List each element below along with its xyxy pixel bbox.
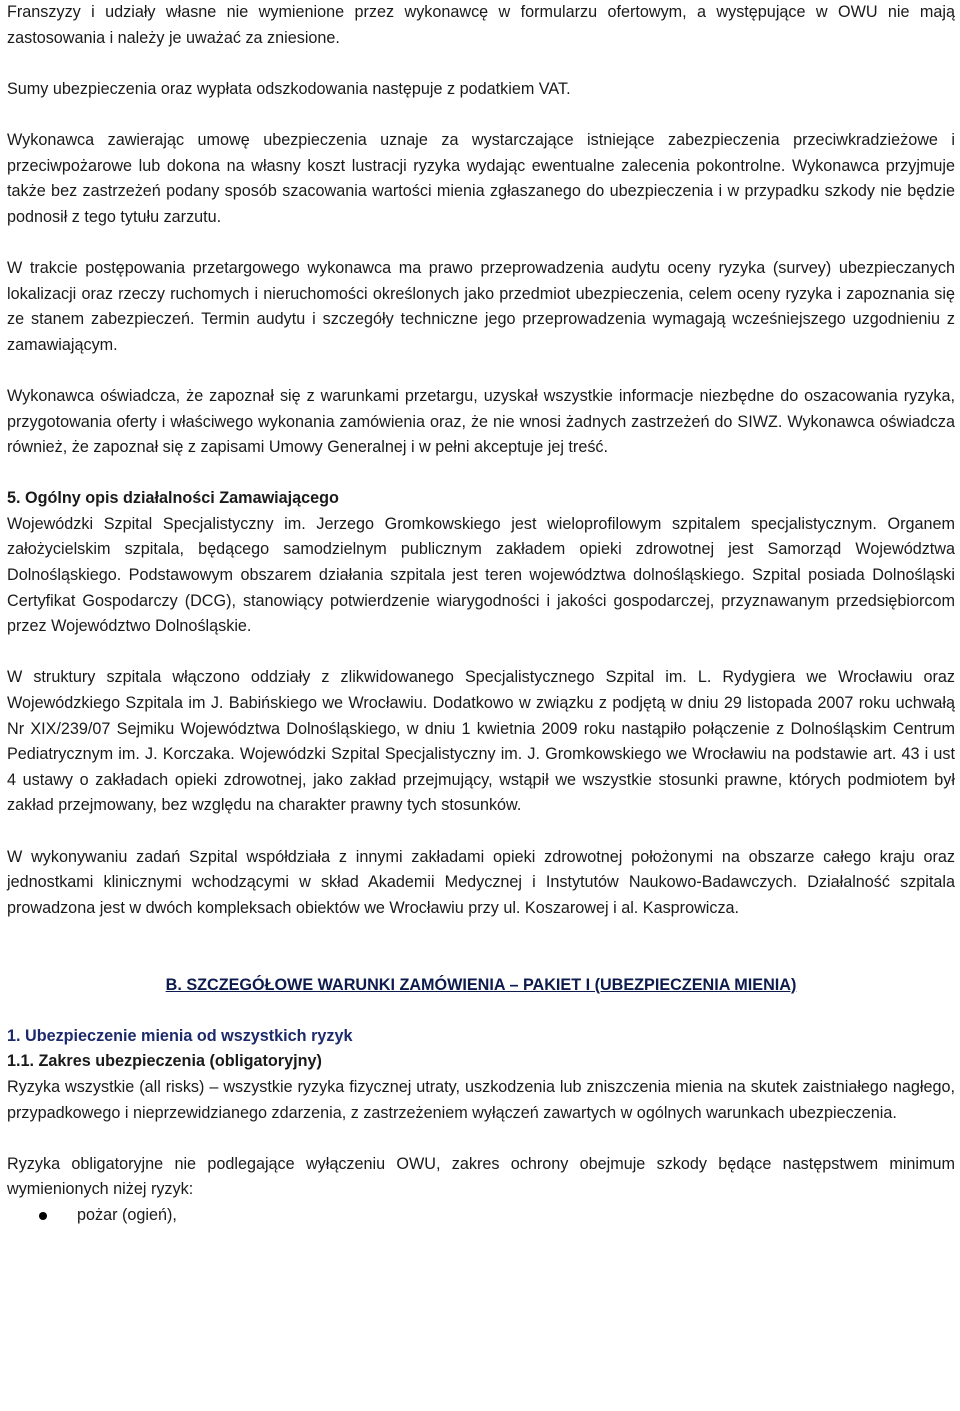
paragraph-vat: Sumy ubezpieczenia oraz wypłata odszkodowania następuje z podatkiem VAT.	[7, 79, 571, 98]
paragraph-hospital-cooperation: W wykonywaniu zadań Szpital współdziała z innymi zakładami opieki zdrowotnej położonymi na obszarze całego kraju oraz jednostkami klinicznymi wchodzącymi w skład Akademii Medycznej i Instytutów Naukowo-Badawczych. Działalność szpitala prowadzona jest w dwóch kompleksach obiektów we Wrocławiu przy ul. Koszarowej i al. Kasprowicza.	[7, 847, 955, 917]
paragraph-contractor-statement: Wykonawca oświadcza, że zapoznał się z warunkami przetargu, uzyskał wszystkie informacje niezbędne do oszacowania ryzyka, przygotowania oferty i właściwego wykonania zamówienia oraz, że nie wnosi żadnych zastrzeżeń do SIWZ. Wykonawca oświadcza również, że zapoznał się z zapisami Umowy Generalnej i w pełni akceptuje jej treść.	[7, 386, 955, 457]
bullet-icon	[39, 1212, 47, 1220]
paragraph-risk-audit: W trakcie postępowania przetargowego wykonawca ma prawo przeprowadzenia audytu oceny ryzyka (survey) ubezpieczanych lokalizacji oraz rzeczy ruchomych i nieruchomości określonych jako przedmiot ubezpieczenia, celem oceny ryzyka i zapoznania się ze stanem zabezpieczeń. Termin audytu i szczegóły techniczne jego przeprowadzenia wymagają wcześniejszego uzgodnieniu z zamawiającym.	[7, 258, 955, 354]
paragraph-hospital-structure: W struktury szpitala włączono oddziały z zlikwidowanego Specjalistycznego Szpital im. L. Rydygiera we Wrocławiu oraz Wojewódzkiego Szpitala im J. Babińskiego we Wrocławiu. Dodatkowo w związku z podjętą w dniu 29 listopada 2007 roku uchwałą Nr XIX/239/07 Sejmiku Województwa Dolnośląskiego, w dniu 1 kwietnia 2009 roku nastąpiło połączenie z Dolnośląskim Centrum Pediatrycznym im. J. Korczaka. Wojewódzki Szpital Specjalistyczny im. J. Gromkowskiego we Wrocławiu na podstawie art. 43 i ust 4 ustawy o zakładach opieki zdrowotnej, jako zakład przejmujący, wstąpił we wszystkie stosunki prawne, których podmiotem był zakład przejmowany, bez względu na charakter prawny tych stosunków.	[7, 668, 955, 815]
paragraph-hospital-profile: Wojewódzki Szpital Specjalistyczny im. Jerzego Gromkowskiego jest wieloprofilowym szpitalem specjalistycznym. Organem założycielskim szpitala, będącego samodzielnym publicznym zakładem opieki zdrowotnej jest Samorząd Województwa Dolnośląskiego. Podstawowym obszarem działania szpitala jest teren województwa dolnośląskiego. Szpital posiada Dolnośląski Certyfikat Gospodarczy (DCG), stanowiący potwierdzenie wiarygodności i jakości gospodarczej, przyznawanym przedsiębiorcom przez Województwo Dolnośląskie.	[7, 514, 955, 636]
list-item	[7, 1203, 955, 1229]
heading-all-risks-insurance: 1. Ubezpieczenie mienia od wszystkich ryzyk	[7, 1026, 353, 1045]
paragraph-security-acceptance: Wykonawca zawierając umowę ubezpieczenia uznaje za wystarczające istniejące zabezpieczenia przeciwkradzieżowe i przeciwpożarowe lub dokona na własny koszt lustracji ryzyka wydając ewentualne zalecenia pokontrolne. Wykonawca przyjmuje także bez zastrzeżeń podany sposób szacowania wartości mienia zgłaszanego do ubezpieczenia i w przypadku szkody nie będzie podnosił z tego tytułu zarzutu.	[7, 130, 955, 226]
heading-general-description: 5. Ogólny opis działalności Zamawiającego	[7, 489, 339, 508]
paragraph-all-risks: Ryzyka wszystkie (all risks) – wszystkie ryzyka fizycznej utraty, uszkodzenia lub zniszczenia mienia na skutek zaistniałego nagłego, przypadkowego i nieprzewidzianego zdarzenia, z zastrzeżeniem wyłączeń zawartych w ogólnych warunkach ubezpieczenia.	[7, 1077, 955, 1122]
paragraph-obligatory-risks: Ryzyka obligatoryjne nie podlegające wyłączeniu OWU, zakres ochrony obejmuje szkody będące następstwem minimum wymienionych niżej ryzyk:	[7, 1154, 955, 1199]
paragraph-franchises: Franszyzy i udziały własne nie wymienione przez wykonawcę w formularzu ofertowym, a występujące w OWU nie mają zastosowania i należy je uważać za zniesione.	[7, 3, 955, 47]
list-item-label: pożar (ogień),	[77, 1205, 177, 1224]
heading-insurance-scope: 1.1. Zakres ubezpieczenia (obligatoryjny)	[7, 1052, 322, 1071]
document-page	[7, 0, 955, 1229]
risk-list	[7, 1203, 955, 1229]
section-b-title: B. SZCZEGÓŁOWE WARUNKI ZAMÓWIENIA – PAKIET I (UBEZPIECZENIA MIENIA)	[165, 975, 797, 994]
